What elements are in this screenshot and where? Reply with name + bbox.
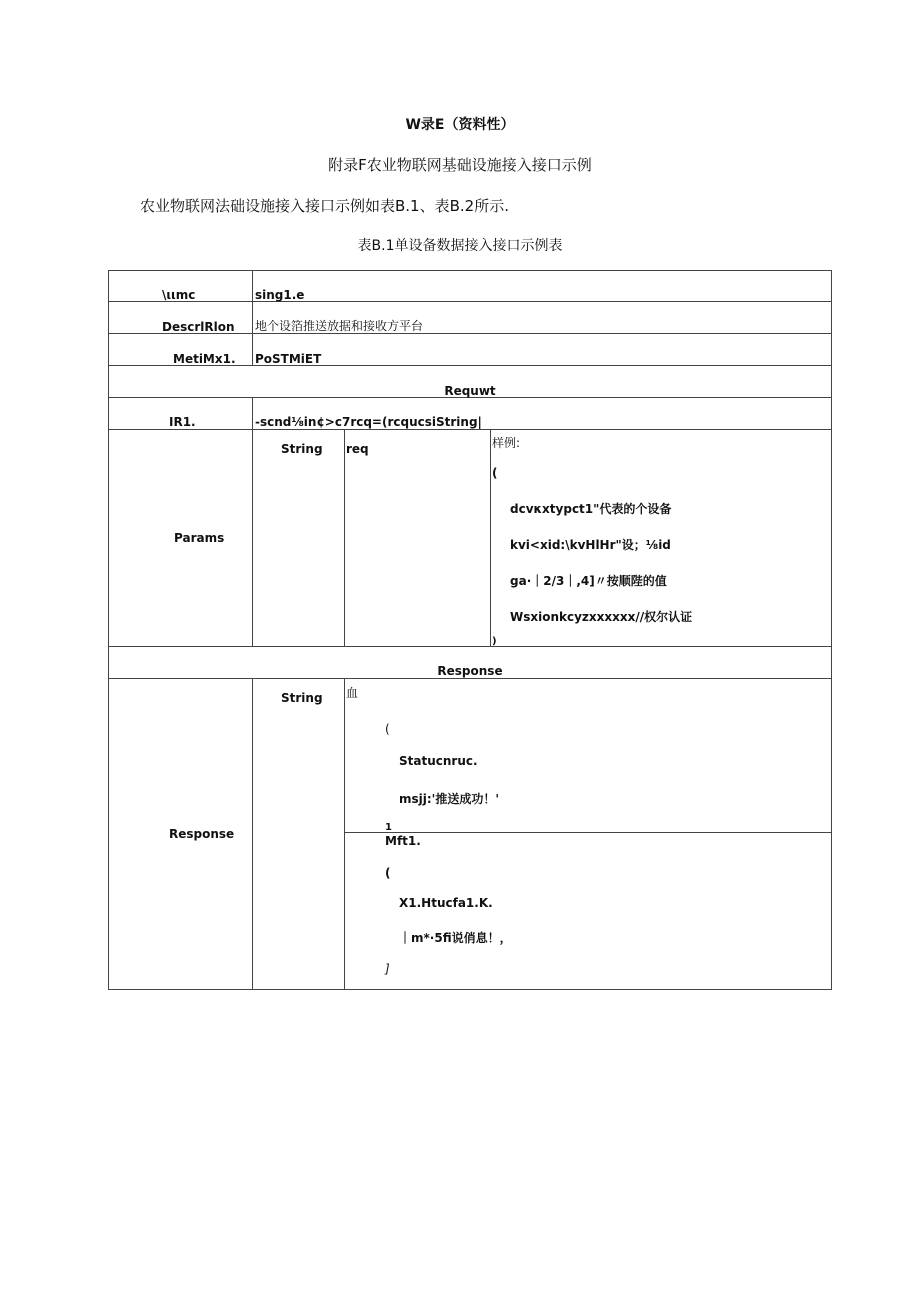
table-border-left bbox=[108, 270, 109, 990]
table-border-top bbox=[108, 270, 832, 271]
column-divider bbox=[344, 429, 345, 647]
column-divider bbox=[344, 678, 345, 990]
url-value: -scnd⅛in¢>c7rcq=(rcqucsiString| bbox=[255, 415, 482, 429]
params-example-line: 样例: bbox=[492, 436, 521, 450]
response-type: String bbox=[281, 691, 323, 705]
row-divider bbox=[108, 301, 832, 302]
response-label: Response bbox=[169, 827, 235, 841]
column-divider bbox=[252, 270, 253, 366]
description-label: DescrlRlon bbox=[162, 320, 235, 334]
description-value: 地个设箔推送放据和接收方平台 bbox=[255, 319, 424, 333]
params-example-line: Wsxionkcyzxxxxxx//权尔认证 bbox=[510, 610, 693, 624]
params-name: req bbox=[346, 442, 369, 456]
request-section-header: Requwt bbox=[444, 384, 496, 398]
annex-title: W录E（资料性） bbox=[405, 117, 515, 133]
params-example-line: ) bbox=[492, 636, 497, 647]
response-success-line: 血 bbox=[346, 686, 359, 700]
column-divider bbox=[252, 397, 253, 647]
method-label: MetiMx1. bbox=[173, 352, 236, 366]
response-failure-line: Mft1. bbox=[385, 834, 421, 848]
table-caption: 表B.1单设备数据接入接口示例表 bbox=[357, 238, 563, 254]
response-failure-line: X1.Htucfa1.K. bbox=[399, 896, 493, 910]
row-divider bbox=[108, 646, 832, 647]
name-label: \ιιmc bbox=[162, 288, 196, 302]
annex-heading: 附录F农业物联网基础设施接入接口示例 bbox=[328, 156, 592, 174]
name-value: sing1.e bbox=[255, 288, 305, 302]
params-example-line: kvi<xid:\kvHlHr"设；⅛id bbox=[510, 538, 671, 552]
params-type: String bbox=[281, 442, 323, 456]
params-example-line: dcvκxtypct1"代表的个设备 bbox=[510, 502, 672, 516]
column-divider bbox=[252, 678, 253, 990]
response-failure-line: ｜m*·5fi说俏息！， bbox=[399, 931, 512, 945]
response-failure-line: ] bbox=[385, 962, 390, 976]
table-border-bottom bbox=[108, 989, 832, 990]
params-example-line: ( bbox=[492, 466, 498, 480]
intro-paragraph: 农业物联网法础设施接入接口示例如表B.1、表B.2所示. bbox=[140, 197, 509, 215]
response-success-line: msjj:'推送成功！' bbox=[399, 792, 500, 806]
column-divider bbox=[490, 429, 491, 647]
response-success-line: Statucnruc. bbox=[399, 754, 478, 768]
table-border-right bbox=[831, 270, 832, 990]
response-section-header: Response bbox=[437, 664, 503, 678]
url-label: IR1. bbox=[169, 415, 196, 429]
response-success-line: 1 bbox=[385, 822, 392, 833]
params-label: Params bbox=[174, 531, 225, 545]
method-value: PoSTMiET bbox=[255, 352, 322, 366]
response-success-line: ( bbox=[385, 722, 390, 736]
response-split-divider bbox=[344, 832, 832, 833]
row-divider bbox=[108, 429, 832, 430]
params-example-line: ga·｜2/3｜,4]〃按顺陛的值 bbox=[510, 574, 667, 588]
response-failure-line: ( bbox=[385, 866, 391, 880]
row-divider bbox=[108, 678, 832, 679]
interface-example-table bbox=[108, 270, 832, 990]
